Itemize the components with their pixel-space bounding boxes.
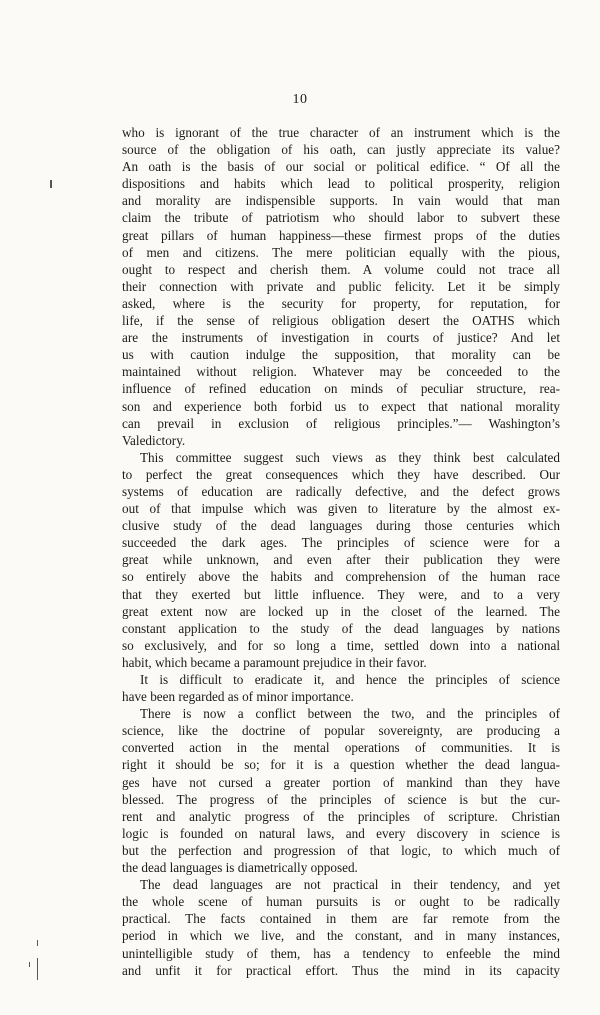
text-line: to perfect the great consequences which they have described. Our [122,466,560,482]
text-line: dispositions and habits which lead to political prosperity, religion [122,176,560,192]
text-line: succeeded the dark ages. The principles of science were for a [122,535,560,551]
text-line: habit, which became a paramount prejudice in their favor. [122,654,427,670]
text-line: blessed. The progress of the principles of science is but the cur- [122,791,560,807]
text-line: of men and citizens. The mere politician equally with the pious, [122,244,560,260]
text-line: so entirely above the habits and comprehension of the human race [122,569,560,585]
text-line: out of that impulse which was given to literature by the almost ex- [122,501,560,517]
text-line: us with caution indulge the supposition, that morality can be [122,347,560,363]
text-line: son and experience both forbid us to expect that national morality [122,398,560,414]
text-line: converted action in the mental operations of communities. It is [122,740,560,756]
text-line: science, like the doctrine of popular sovereignty, are producing a [122,723,560,739]
text-line: clusive study of the dead languages during those centuries which [122,518,560,534]
text-line: There is now a conflict between the two, and the principles of [140,706,560,722]
text-line: have been regarded as of minor importance. [122,689,354,705]
text-line: An oath is the basis of our social or political edifice. “ Of all the [122,159,560,175]
text-line: maintained without religion. Whatever may be conceeded to the [122,364,560,380]
text-line: logic is founded on natural laws, and every discovery in science is [122,825,560,841]
text-line: The dead languages are not practical in their tendency, and yet [140,877,560,893]
margin-speck [37,940,38,946]
text-line: asked, where is the security for property, for reputation, for [122,295,560,311]
text-line: and morality are indispensible supports. In vain would that man [122,193,560,209]
text-line: right it should be so; for it is a question whether the dead langua- [122,757,560,773]
text-line: life, if the sense of religious obligation desert the OATHS which [122,313,560,329]
text-line: great extent now are locked up in the closet of the learned. The [122,603,560,619]
text-line: and unfit it for practical effort. Thus the mind in its capacity [122,962,560,978]
text-line: rent and analytic progress of the principles of scripture. Christian [122,808,560,824]
text-line: the whole scene of human pursuits is or ought to be radically [122,894,560,910]
margin-speck [37,958,38,980]
text-line: unintelligible study of them, has a tendency to enfeeble the mind [122,945,560,961]
text-line: It is difficult to eradicate it, and hence the principles of science [140,672,560,687]
text-line: systems of education are radically defective, and the defect grows [122,483,560,499]
margin-speck [50,180,52,188]
text-line: constant application to the study of the dead languages by nations [122,620,560,636]
text-line: claim the tribute of patriotism who should labor to subvert these [122,210,560,226]
text-line: their connection with private and public felicity. Let it be simply [122,278,560,294]
text-line: can prevail in exclusion of religious principles.”— Washington’s [122,415,560,431]
text-line: Valedictory. [122,432,186,448]
text-line: great pillars of human happiness—these firmest props of the duties [122,227,560,243]
page-number: 10 [292,92,308,107]
text-line: that they exerted but little influence. They were, and to a very [122,586,560,602]
text-line: influence of refined education on minds of peculiar structure, rea- [122,381,560,397]
text-line: period in which we live, and the constant, and in many instances, [122,928,560,944]
text-line: ges have not cursed a greater portion of mankind than they have [122,774,560,790]
text-line: the dead languages is diametrically opposed. [122,860,358,876]
text-line: who is ignorant of the true character of an instrument which is the [122,125,560,140]
text-line: This committee suggest such views as they think best calculated [140,449,560,465]
text-line: so exclusively, and for so long a time, settled down into a national [122,637,560,653]
text-line: source of the obligation of his oath, can justly appreciate its value? [122,142,560,158]
margin-speck [29,962,30,967]
text-line: are the instruments of investigation in courts of justice? And let [122,330,560,346]
text-line: great while unknown, and even after their publication they were [122,552,560,568]
text-line: practical. The facts contained in them are far remote from the [122,911,560,927]
text-line: ought to respect and cherish them. A volume could not trace all [122,261,560,277]
text-line: but the perfection and progression of that logic, to which much of [122,842,560,858]
body-text [122,124,560,979]
